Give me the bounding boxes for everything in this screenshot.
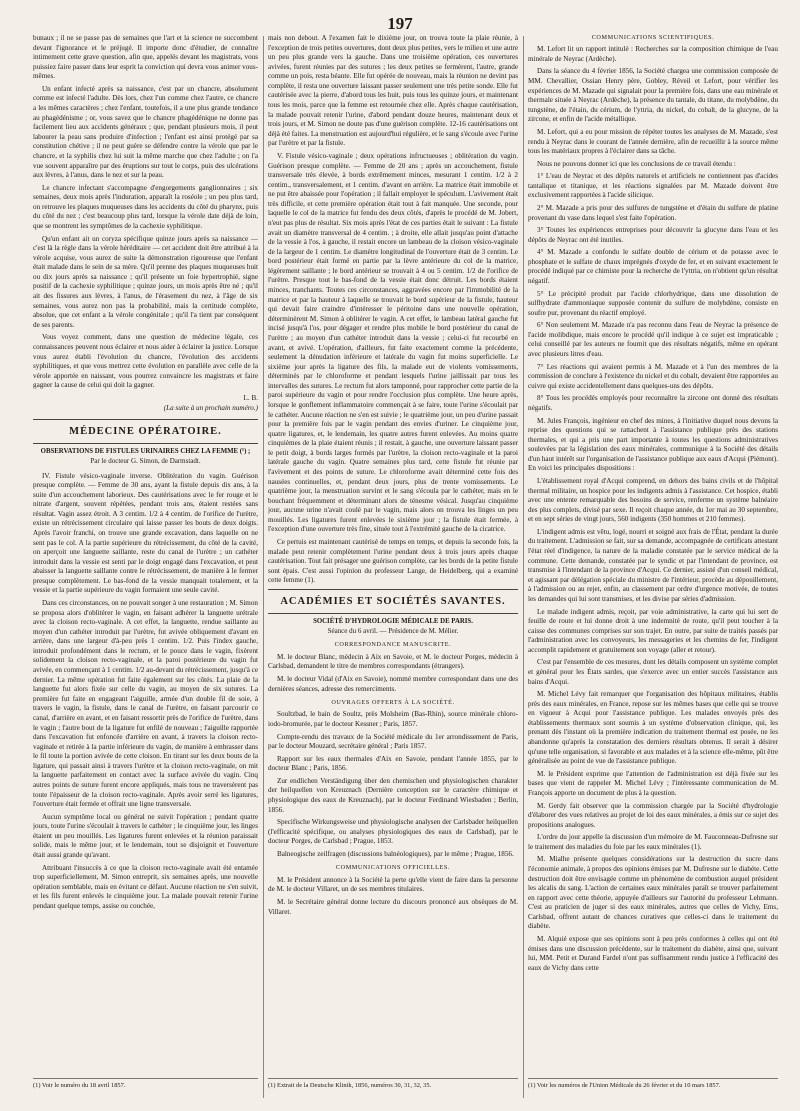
paragraph: Soultzbad, le bain de Soultz, près Molsheim (Bas-Rhin), source minérale chloro-iodo-bromurée, par le docteur Kessner ; Paris, 1857. — [268, 710, 518, 728]
paragraph: C'est par l'ensemble de ces mesures, dont les détails composent un système complet et général pour les États sardes, que s'exerce avec un entier succès l'assistance aux bains d'Acqui. — [528, 658, 778, 686]
paragraph: Un enfant infecté après sa naissance, c'est par un chancre, absolument comme est infecté l'adulte. Dès lors, chez l'un comme chez l'autre, ce chancre a les mêmes caractères ; chez l'enfant, toutefois, il a une plus grande tendance au phagédénisme ; or, vous savez que le chancre phagédénique ne donne pas facilement lieu aux accidents généraux ; que, pendant plusieurs mois, il peut labourer la peau sans produire d'infection ; l'enfant est ainsi protégé par sa constitution chétive ; il ne peut guère se défendre contre la vérole que par le chancre, et la syphilis chez lui suit la même marche que chez l'adulte ; on l'a vue souvent apparaître par des éruptions sur tout le corps, puis des ulcérations aux lèvres, à l'anus, dans le nez et sur la peau. — [33, 84, 258, 180]
column-rule — [263, 36, 264, 1098]
paragraph: Dans ces circonstances, on ne pouvait songer à une restauration ; M. Simon se proposa alors d'oblitérer le vagin, en faisant adhérer la languette urétrale avec la cloison recto-vaginale. A cet effet, la languette, rendue saillante au moyen d'un cathéter introduit par l'urètre, fut avivée obliquement d'avant en arrière, dans une largeur d'à-peu près 1 centim. 1/2. Puis l'index gauche, introduit profondément dans le rectum, et le pouce dans le vagin, fixèrent solidement la cloison recto-vaginale, et la paroi postérieure du vagin fut avivée, en commençant à 1 centim. 1/2 au-devant du rétrécissement, jusqu'à ce dernier. La même opération fut faite également sur les côtés. La plaie de la languette fut alors fixée sur celle du vagin, au moyen de six sutures. La première fut faite en engageant l'aiguille, armée d'un double fil de soie, à travers le vagin, la fistule, dans le canal de l'urètre, en faisant parcourir ce canal, d'arrière en avant, et en faisant ressortir près de l'orifice de l'urètre, dans le vagin ; l'autre bout de la ligature fut enfilé de nouveau ; l'aiguille rapportée dans l'excavation fut enfoncée d'arrière en avant, à travers la cloison recto-vaginale et retirée à la partie inférieure du vagin, de manière à embrasser dans le fil toute la portion avivée de cette cloison. En tirant sur les deux bouts de la ligature, qui passait ainsi à travers l'urètre et la cloison recto-vaginale, on mit la languette parfaitement en contact avec la surface avivée du vagin. Cinq autres points de suture furent encore appliqués, mais tous ne traversèrent pas toute l'épaisseur de la cloison recto-vaginale. Après avoir serré les ligatures, l'ouverture était fermée et offrait une ligne transversale. — [33, 599, 258, 809]
paragraph: M. Lefort, qui a eu pour mission de répéter toutes les analyses de M. Mazade, s'est rendu à Neyrac dans le courant de l'année dernière, afin de recueillir à la source même tous les matériaux propres à l'éclairer dans sa tâche. — [528, 127, 778, 156]
paragraph: M. Lefort lit un rapport intitulé : Recherches sur la composition chimique de l'eau minérale de Neyrac (Ardèche). — [528, 45, 778, 63]
paragraph: 7° Les réactions qui avaient permis à M. Mazade et à l'un des membres de la commission de conclure à l'existence du nickel et du cobalt, devaient être rapportées au cuivre qui existe accidentellement dans quelques-uns des dépôts. — [528, 362, 778, 390]
footnote: (1) Voir le numéro du 18 avril 1857. — [33, 1082, 126, 1089]
paragraph: M. le docteur Blanc, médecin à Aix en Savoie, et M. le docteur Porges, médecin à Carlsbad, demandent le titre de membres correspondants (étrangers). — [268, 652, 518, 671]
paragraph: bunaux ; il ne se passe pas de semaines que l'art et la science ne succombent devant l'ignorance et le préjugé. Il importe donc d'étudier, de connaître intimement cette grave question, afin que, appelés devant les magistrats, vous puissiez faire passer dans leur esprit la conviction qui devra vous animer vous-mêmes. — [33, 34, 258, 81]
subheading: OUVRAGES OFFERTS À LA SOCIÉTÉ. — [331, 699, 455, 707]
paragraph: Dans la séance du 4 février 1856, la Société chargea une commission composée de MM. Chevallier, Ossian Henry père, Gobley, Réveil et Lefort, pour vérifier les expériences de M. Mazade qui signalait pour la première fois, dans une eau minérale et thermale située à Neyrac (Ardèche), la présence du tantale, du titane, du molybdène, du tungstène, de l'étain, du cérium, de l'yttria, du nickel, du cobalt, de la glucyne, de la zircone, et enfin de l'acide métallique. — [528, 67, 778, 124]
paragraph: Nous ne pouvons donner ici que les conclusions de ce travail étendu : — [537, 159, 736, 168]
paragraph: M. Jules François, ingénieur en chef des mines, à l'initiative duquel nous devons la reprise des questions qui se rattachent à l'assistance publique près des stations thermales, et qui a pris une part importante à toutes les questions administratives soulevées par la législation des eaux minérales, communique à la Société des détails d'un haut intérêt sur l'organisation de l'assistance publique aux eaux d'Acqui (Piémont). En voici les principales dispositions : — [528, 416, 778, 473]
paragraph: M. Alquié expose que ses opinions sont à peu près conformes à celles qui ont été émises dans une discussion précédente, sur le traitement du diabète, ainsi que, suivant lui, MM. Petit et Durand Fardel n'ont pas suffisamment rendu justice à l'efficacité des eaux de Vichy dans cette — [528, 935, 778, 972]
paragraph: 1° L'eau de Neyrac et des dépôts naturels et artificiels ne contiennent pas d'acides tantalique et titanique, et les réactions signalées par M. Mazade doivent être exclusivement rapportées à l'acide silicique. — [528, 172, 778, 200]
paragraph: mais non debout. A l'examen fait le dixième jour, on trouva toute la plaie réunie, à l'exception de trois petites ouvertures, dont deux plus petites, vers le milieu et une autre un peu plus grande vers la gauche. Dans une troisième opération, ces ouvertures avivées, furent réunies par des sutures ; les deux petites se fermèrent, l'autre, grande comme un pois, resta béante. Elle fut opérée de nouveau, mais la réunion ne devint pas complète, il resta une ouverture laissant passer seulement une très petite sonde. Elle fut cautérisée avec la pierre, d'abord tous les huit, puis tous les quinze jours, et maintenant tous les mois, parce que la femme est retournée chez elle. Après chaque cautérisation, la malade pouvait retenir l'urine, d'abord pendant douze heures, maintenant deux et trois jours, et M. Simon ne doute pas d'une guérison complète. 12-16 cautérisations ont déjà été faites. La menstruation est aujourd'hui régulière, et le sang s'écoule avec l'urine par l'urètre et par la fistule. — [268, 34, 518, 148]
paragraph: Rapport sur les eaux thermales d'Aix en Savoie, pendant l'année 1855, par le docteur Blanc ; Paris, 1856. — [268, 754, 518, 773]
paragraph: M. le docteur Vidal (d'Aix en Savoie), nommé membre correspondant dans une des dernières séances, adresse des remerciments. — [268, 674, 518, 693]
paragraph: Specifische Wirkungsweise und physiologische analysen der Carlsbader heilquellen (l'efficacité spécifique, ou analyses physiologiques des eaux de Carlsbad), par le docteur Porges, de Carlsbad ; Prague, 1853. — [268, 818, 518, 846]
paragraph: 2° M. Mazade a pris pour des sulfures de tungstène et d'étain du sulfure de platine provenant du vase dans lequel s'est faite l'opération. — [528, 203, 778, 222]
paragraph: Le malade indigent admis, reçoit, par voie administrative, la carte qui lui sert de feuille de route et lui donne droit à une indemnité de route, qu'il peut toucher à la caisse des communes comprises sur son trajet. En outre, par suite de traités passés par l'administration avec les convoyeurs, les messageries et les chemins de fer, l'indigent accomplit rapidement et gratuitement son voyage (aller et retour). — [528, 607, 778, 654]
divider — [268, 589, 518, 590]
paragraph: 6° Non seulement M. Mazade n'a pas reconnu dans l'eau de Neyrac la présence de l'acide molibdique, mais encore le procédé qu'il indique à ce sujet est impraticable ; celui conseillé par les auteurs ne fournit que des résultats négatifs, même en opérant avec plusieurs litres d'eau. — [528, 321, 778, 359]
paragraph: Qu'un enfant ait un coryza spécifique quinze jours après sa naissance — c'est là la règle dans la vérole héréditaire — cet accident doit être attribué à la vérole acquise, vous aurez de suite la démonstration rigoureuse que l'enfant était malade dans le sein de sa mère. Qu'il prenne des plaques muqueuses huit ou dix jours après sa naissance ; qu'il présente un foie hypertrophié, signe positif de la cachexie syphilitique ; quinze jours, un mois après être né ; qu'il ait des fissures aux lèvres, à l'anus, de l'érasement du nez, à l'âge de six semaines, vous aurez non pas la probabilité, mais la certitude complète, absolue, que cet enfant a la vérole congénitale ; qu'il l'a tient par conséquent de ses parents. — [33, 234, 258, 329]
paragraph: L'établissement royal d'Acqui comprend, en dehors des bains civils et de l'hôpital thermal militaire, un hospice pour les indigents admis à l'assistance. Cet hospice, établi avec une entente remarquable des besoins de service, renferme un système balnéaire des plus complets, divisé par sexe. Il reçoit chaque année, du 1er mai au 30 septembre, et en sept séries de vingt jours, 560 indigents (350 hommes et 210 femmes). — [528, 477, 778, 524]
section-heading: ACADÉMIES ET SOCIÉTÉS SAVANTES. — [280, 595, 506, 607]
continuation-note: (La suite à un prochain numéro.) — [163, 404, 258, 413]
paragraph: 8° Tous les procédés employés pour reconnaître la zircone ont donné des résultats négatifs. — [528, 394, 778, 412]
article-title: OBSERVATIONS DE FISTULES URINAIRES CHEZ LA FEMME (¹) ; — [40, 448, 251, 456]
subheading: COMMUNICATIONS SCIENTIFIQUES. — [591, 34, 715, 41]
column-rule — [523, 36, 524, 1098]
paragraph: M. le Président exprime que l'attention de l'administration est déjà fixée sur les bases que vient de rappeler M. Michel Lévy ; l'intéressante communication de M. François apporte un document de plus à la question. — [528, 769, 778, 797]
paragraph: L'indigent admis est vêtu, logé, nourri et soigné aux frais de l'État, pendant la durée du traitement. L'admission se fait, sur sa demande, accompagnée de certificats attestant l'état réel d'indigence, la nature de la maladie constatée par le service médical de la commune. Cette demande, constatée par le syndic et par l'intendant de province, est transmise à l'intendant de la province d'Acqui. Ce dernier, assisté d'un conseil médical, et agissant par délégation spéciale du ministre de l'intérieur, procède au dépouillement, à l'admission ou au rejet, enfin, au classement par ordre d'urgence motivée, de toutes les demandes qui lui sont transmises, et les divise par séries d'admission. — [528, 527, 778, 603]
paragraph: Compte-rendu des travaux de la Société médicale du 1er arrondissement de Paris, par le docteur Mouzard, secrétaire général ; Paris 1857. — [268, 732, 518, 751]
subheading: CORRESPONDANCE MANUSCRITE. — [334, 641, 452, 649]
column-left — [33, 34, 258, 1076]
society-title: SOCIÉTÉ D'HYDROLOGIE MÉDICALE DE PARIS. — [313, 618, 473, 626]
footnote-rule — [528, 1078, 778, 1079]
section-heading: MÉDECINE OPÉRATOIRE. — [69, 425, 222, 437]
session-info: Séance du 6 avril. — Présidence de M. Mélier. — [327, 627, 459, 636]
paragraph: Balneogische zeilfragen (discussions balnéologiques), par le même ; Prague, 1856. — [277, 849, 514, 858]
paragraph: 5° Le précipité produit par l'acide chlorhydrique, dans une dissolution de sulfhydrate d'ammoniaque supposée contenir du sulfure de molybdène, consiste en soufre pur, provenant du réactif employé. — [528, 289, 778, 317]
footnote: (1) Voir les numéros de l'Union Médicale du 26 février et du 10 mars 1857. — [528, 1082, 721, 1089]
paragraph: M. Gerdy fait observer que la commission chargée par la Société d'hydrologie d'élaborer des vues relatives au projet de loi des eaux minérales, a émis sur ce sujet des propositions analogues. — [528, 801, 778, 829]
subheading: COMMUNICATIONS OFFICIELLES. — [335, 864, 451, 872]
paragraph: V. Fistule vésico-vaginale ; deux opérations infructueuses ; oblitération du vagin. Guérison presque complète. — Femme de 20 ans ; après un accouchement, fistule transversale très élevée, à bords extrêmement minces, mesurant 1 centim. 1/2 à 2 centim., transversalement, et 1 centim. d'avant en arrière. La matrice était immobile et ne put être abaissée pour l'opération ; il fallait employer le spéculum. L'avivement était très difficile, et cette première opération était tout à fait manquée. Une seconde, pour laquelle le col de la matrice fut fendu des deux côtés, d'après le procédé de M. Jobert, n'eut pas plus de résultat. Six mois après l'état de ces parties était le suivant : La fistule avait un diamètre transversal de 4 centim. ; à droite, elle allait jusqu'au point d'attache de la vessie à l'os, à gauche, il restait encore un lambeau de la cloison vésico-vaginale de la largeur de 1 centim. Le diamètre longitudinal de l'ouverture était de 3 centim. Le bord postérieur était formé en partie par la lèvre antérieure du col de la matrice, légèrement saillante ; le bord antérieur se trouvait à 4 ou 5 centim. 1/2 de l'orifice de l'urètre. Presque tout le bas-fond de la vessie était donc détruit. Les bords étaient minces, tranchants. Toutes ces circonstances, aggravées encore par l'immobilité de la matrice et par la hauteur à laquelle se trouvait le bord supérieur de la fistule, hauteur qui devait faire craindre d'intéresser le péritoine dans une nouvelle opération, déterminèrent M. Simon à oblitérer le vagin. A cet effet, le lambeau latéral gauche fut incisé jusqu'à l'os, pour dégager et rendre plus mobile le bord postérieur du canal de l'urètre ; au moyen d'un cathéter introduit dans la vessie ; celui-ci fut recourbé en avant, et avivé. L'opération, d'ailleurs, fut faite exactement comme la précédente, seulement la dénudation inférieure et latérale du vagin fut moins superficielle. Le sixième jour après la ligature des fils, la malade eut de violents vomissements, déterminés par le chloroforme et pendant lesquels l'urine jaillissait par tous les intervalles des sutures. Le rectum fut alors tamponné, pour rapprocher cette partie de la paroi supérieure du vagin et pour rendre l'occlusion plus complète. Une heure après, lorsque le gonflement inflammatoire commençait à se faire, toute l'urine s'écoulait par le cathéter. Aucune réaction ne s'en est suivie ; le quatrième jour, un peu d'urine passait pour la première fois par le vagin pendant des envies d'uriner. Le cinquième jour, quatre ligatures, et, le lendemain, les quatre autres furent enlevées. Au moins quatre cinquièmes de la plaie étaient réunis ; il restait, à gauche, une ouverture laissant passer le petit doigt, à bords larges formés par l'urètre, la cloison recto-vaginale et la paroi latérale gauche du vagin. Quatre semaines plus tard, cette fistule fut réunie par l'avivement et des points de suture. Le chloroforme avait déterminé cette fois des nausées continuelles, et, pendant deux jours, plus de trente vomissements. Le quatrième jour, la menstruation survint et le sang s'écoula par le cathéter, mais en le bouchant fréquemment et déterminant alors de ténesme vésical. Jusqu'au cinquième jour, aucune urine n'avait coulé par le vagin, mais alors on trouva les linges un peu mouillés. Les ligatures furent enlevées le sixième jour ; la fistule était fermée, à l'exception d'une ouverture très fine, située tout à l'extrémité gauche de la cicatrice. — [268, 151, 518, 534]
divider — [33, 443, 258, 444]
signature: L. B. — [243, 393, 258, 402]
paragraph: 3° Toutes les expériences entreprises pour découvrir la glucyne dans l'eau et les dépôts de Neyrac ont été inutiles. — [528, 226, 778, 244]
paragraph: Vous voyez comment, dans une question de médecine légale, ces connaissances peuvent nous éclairer et nous aider à éclairer la justice. Lorsque vous aurez établi l'évolution du chancre, l'évolution des accidents syphilitiques, et que vous mettrez cette évolution en parallèle avec celle de la vérole apportée en naissant, vous pourrez convaincre les magistrats et faire gagner la cause de celui qui doit la gagner. — [33, 333, 258, 390]
paragraph: Ce pertuis est maintenant cautérisé de temps en temps, et depuis la seconde fois, la malade peut retenir complètement l'urine pendant deux à trois jours après chaque cautérisation. Tout fait présager une guérison complète, car les bords de la petite fistule sont épais. C'est aussi l'opinion du professeur Lange, de Heidelberg, qui a examiné cette femme (1). — [268, 538, 518, 585]
footnote-rule — [33, 1078, 258, 1079]
paragraph: M. le Président annonce à la Société la perte qu'elle vient de faire dans la personne de M. le docteur Villaret, un de ses membres titulaires. — [268, 875, 518, 894]
paragraph: 4° M. Mazade a confondu le sulfate double de cérium et de potasse avec le phosphate et le sulfate de chaux imprégnés d'oxyde de fer, et en suivant exactement le procédé indiqué par ce chimiste pour la recherche de l'yttria, on n'obtient qu'un résultat négatif. — [528, 248, 778, 286]
article-author: Par le docteur G. Simon, de Darmstadt. — [90, 457, 201, 466]
divider — [33, 419, 258, 420]
paragraph: M. le Secrétaire général donne lecture du discours prononcé aux obsèques de M. Villaret. — [268, 897, 518, 916]
column-right — [528, 34, 778, 1076]
column-middle — [268, 34, 518, 1076]
footnote: (1) Extrait de la Deutsche Klinik, 1856, numéros 30, 31, 32, 35. — [268, 1082, 432, 1089]
divider — [268, 613, 518, 614]
paragraph: L'ordre du jour appelle la discussion d'un mémoire de M. Fauconneau-Dufresne sur le traitement des maladies du foie par les eaux minérales (1). — [528, 833, 778, 851]
paragraph: Aucun symptôme local ou général ne suivit l'opération ; pendant quatre jours, toute l'urine s'écoulait à travers le cathéter ; le cinquième jour, les linges étaient un peu mouillés. Les ligatures furent enlevées et la réunion paraissait solide, mais le même jour, et le lendemain, tout se disjoignit et l'ouverture était aussi grande qu'avant. — [33, 812, 258, 860]
paragraph: M. Mialhe présente quelques considérations sur la destruction du sucre dans l'économie animale, à propos des opinions émises par M. Dufresne sur le diabète. Cette destruction doit être envisagée comme un phénomène de combustion auquel président les alcalis du sang. L'action de certaines eaux minérales paraît se trouver parfaitement en rapport avec cette théorie, appuyée d'ailleurs sur l'autorité du professeur Lehmann. C'est au praticien de juger si des eaux minérales, autres que celles de Vichy, Ems, Carlsbad, offrent autant de chances curatives que celles-ci dans le traitement du diabète. — [528, 855, 778, 931]
page-number: 197 — [387, 14, 413, 33]
paragraph: Le chancre infectant s'accompagne d'engorgements ganglionnaires ; six semaines, deux mois après l'induration, apparaît la roséole ; un peu plus tard, on retrouve les plaques muqueuses dans les accidents du côté du pharynx, puis du côté du nez ; c'est beaucoup plus tard, lorsque la vérole date déjà de loin, que se montrent les symptômes de la cachexie syphilitique. — [33, 183, 258, 230]
paragraph: IV. Fistule vésico-vaginale inverse. Oblitération du vagin. Guérison presque complète. — Femme de 30 ans, ayant la fistule depuis dix ans, à la suite d'un accouchement laborieux. Des cautérisations avec le fer rouge et le nitrate d'argent, souvent répétées, pendant trois ans, étaient restées sans résultat. Vagin assez étroit. A 3 centim. 1/2 à 4 centim. de l'orifice de l'urètre, existe un rétrécissement circulaire qui laisse passer les bouts de deux doigts. Après l'avoir franchi, on trouve une grande excavation, dans laquelle on ne sent pas le col. A la partie supérieure du rétrécissement, du côté de la cavité, on aperçoit une languette saillante, reste du canal de l'urètre ; un cathéter introduit dans la vessie est senti par le doigt engagé dans l'excavation, et peut abaisser la languette saillante contre le rétrécissement, de manière à le fermer presque complètement. Le bas-fond de la vessie manquait totalement, et la vessie et la partie supérieure du vagin formaient une seule cavité. — [33, 471, 258, 595]
paragraph: M. Michel Lévy fait remarquer que l'organisation des hôpitaux militaires, établis près des eaux minérales, en France, repose sur les mêmes bases que celle qui se trouve en vigueur à Acqui pour l'assistance publique. Les malades envoyés près des établissements thermaux sont soumis à un système d'observation clinique, qui, les prenant dès l'instant où la première indication du traitement thermal est posée, ne les abandonne qu'après la constatation des derniers résultats obtenus. Il serait à désirer qu'une telle organisation, si favorable et aux malades et à la science elle-même, pût être généralisée au point de vue de l'assistance publique. — [528, 690, 778, 766]
paragraph: Attribuant l'insuccès à ce que la cloison recto-vaginale avait été entamée trop superficiellement, M. Simon entreprit, six semaines après, une nouvelle opération semblable, mais en évitant ce défaut. Aucune réaction ne s'en suivit, et les fils furent enlevés le cinquième jour. La malade pouvait retenir l'urine pendant quelque temps, assise ou couchée, — [33, 863, 258, 910]
footnote-rule — [268, 1078, 518, 1079]
paragraph: Zur endlichen Verständigung über den chemischen und physiologischen charakter der heilquellen von Kreuznach (Dernière conception sur le caractère chimique et physiologique des eaux de Kreuznach), par le docteur Ferdinand Wiesbaden ; Berlin, 1856. — [268, 776, 518, 814]
